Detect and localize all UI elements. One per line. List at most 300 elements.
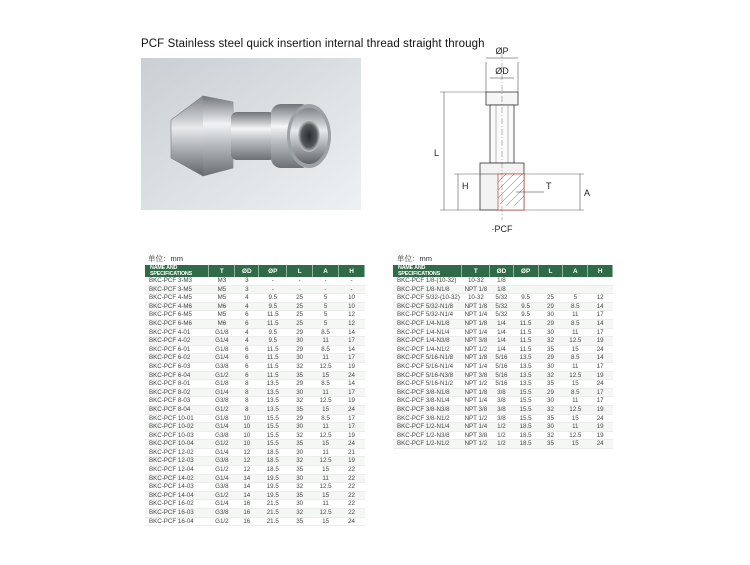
spec-value-cell: 5/32	[490, 302, 513, 311]
spec-value-cell: 1/2	[490, 440, 513, 449]
spec-value-cell: 12.5	[313, 397, 339, 406]
table-row	[393, 277, 613, 285]
spec-value-cell: 11.5	[259, 371, 287, 380]
spec-value-cell: 8.5	[563, 302, 588, 311]
spec-value-cell: 13.5	[513, 354, 538, 363]
spec-value-cell: 12	[235, 457, 259, 466]
column-header: A	[313, 265, 339, 277]
spec-value-cell: NPT 1/2	[462, 380, 490, 389]
spec-value-cell: 12.5	[313, 509, 339, 518]
spec-name-cell: BKC-PCF 3/8-N1/8	[393, 388, 462, 397]
spec-value-cell: 11.5	[259, 354, 287, 363]
table-row	[393, 380, 613, 389]
spec-value-cell: 22	[339, 474, 365, 483]
spec-value-cell: -	[259, 285, 287, 294]
spec-value-cell: 8.5	[313, 414, 339, 423]
spec-name-cell: BKC-PCF 5/16-N1/4	[393, 362, 462, 371]
spec-value-cell: 10	[235, 431, 259, 440]
spec-value-cell: G1/8	[209, 414, 235, 423]
spec-value-cell: 8.5	[313, 345, 339, 354]
table-row	[393, 397, 613, 406]
spec-value-cell: 11	[313, 388, 339, 397]
column-header: L	[287, 265, 313, 277]
spec-value-cell: NPT 1/2	[462, 345, 490, 354]
spec-value-cell: NPT 1/8	[462, 319, 490, 328]
spec-value-cell: 16	[235, 517, 259, 526]
spec-value-cell: 14	[339, 380, 365, 389]
spec-value-cell: 9.5	[513, 302, 538, 311]
spec-value-cell: 14	[588, 319, 613, 328]
spec-value-cell: 15	[313, 440, 339, 449]
spec-name-cell: BKC-PCF 6-01	[145, 345, 209, 354]
spec-value-cell: 14	[235, 483, 259, 492]
spec-value-cell: 10	[339, 294, 365, 303]
spec-value-cell: 10	[235, 440, 259, 449]
spec-value-cell: 11	[313, 500, 339, 509]
column-header: T	[462, 265, 490, 277]
spec-value-cell: NPT 1/4	[462, 328, 490, 337]
spec-value-cell: NPT 3/8	[462, 431, 490, 440]
spec-value-cell: 15	[563, 414, 588, 423]
spec-value-cell: 12	[235, 466, 259, 475]
spec-value-cell: 15.5	[513, 405, 538, 414]
spec-value-cell: 3	[235, 277, 259, 285]
table-row	[145, 423, 365, 432]
table-row	[393, 319, 613, 328]
spec-value-cell: 18.5	[513, 431, 538, 440]
spec-name-cell: BKC-PCF 1/2-N3/8	[393, 431, 462, 440]
spec-value-cell: 29	[287, 414, 313, 423]
spec-value-cell: 12.5	[563, 405, 588, 414]
spec-value-cell: 1/4	[490, 345, 513, 354]
spec-value-cell: 30	[538, 311, 563, 320]
spec-value-cell: 3/8	[490, 397, 513, 406]
table-row	[393, 371, 613, 380]
spec-value-cell: 35	[287, 371, 313, 380]
spec-value-cell: 8.5	[563, 319, 588, 328]
spec-value-cell: 12.5	[563, 371, 588, 380]
column-header: ØD	[235, 265, 259, 277]
spec-name-cell: BKC-PCF 8-02	[145, 388, 209, 397]
table-row	[393, 423, 613, 432]
spec-value-cell: 19	[588, 371, 613, 380]
spec-value-cell: 12	[339, 311, 365, 320]
spec-value-cell: 19.5	[259, 483, 287, 492]
spec-value-cell: 6	[235, 319, 259, 328]
spec-value-cell: 12.5	[313, 362, 339, 371]
spec-value-cell: NPT 1/4	[462, 311, 490, 320]
spec-value-cell: -	[259, 277, 287, 285]
spec-value-cell: 17	[588, 388, 613, 397]
spec-value-cell: 8.5	[313, 328, 339, 337]
spec-value-cell: 15	[313, 517, 339, 526]
spec-value-cell: 35	[538, 345, 563, 354]
spec-value-cell: G3/8	[209, 362, 235, 371]
spec-name-cell: BKC-PCF 16-03	[145, 509, 209, 518]
spec-value-cell: G3/8	[209, 509, 235, 518]
spec-value-cell	[538, 277, 563, 285]
spec-value-cell: 15	[313, 466, 339, 475]
spec-value-cell: G3/8	[209, 397, 235, 406]
spec-value-cell: 11.5	[259, 319, 287, 328]
table-row	[145, 388, 365, 397]
spec-value-cell: 6	[235, 311, 259, 320]
spec-value-cell: 32	[287, 483, 313, 492]
spec-value-cell: 17	[339, 354, 365, 363]
spec-value-cell: 4	[235, 328, 259, 337]
spec-value-cell	[563, 277, 588, 285]
right-unit-label: 单位：mm	[397, 254, 432, 263]
spec-value-cell: G1/8	[209, 328, 235, 337]
spec-value-cell	[513, 285, 538, 294]
spec-value-cell: 19.5	[259, 491, 287, 500]
spec-value-cell: NPT 1/2	[462, 414, 490, 423]
spec-value-cell: 15.5	[259, 423, 287, 432]
spec-value-cell: 24	[339, 517, 365, 526]
page-title: PCF Stainless steel quick insertion internal thread straight through	[141, 38, 485, 50]
a-label: A	[584, 188, 591, 198]
spec-value-cell: 30	[287, 500, 313, 509]
spec-value-cell: 19.5	[259, 474, 287, 483]
spec-value-cell: NPT 3/8	[462, 371, 490, 380]
spec-value-cell: 17	[339, 414, 365, 423]
spec-value-cell: 5/16	[490, 354, 513, 363]
spec-value-cell: 35	[538, 414, 563, 423]
spec-value-cell: 21.5	[259, 517, 287, 526]
spec-value-cell	[538, 285, 563, 294]
spec-value-cell: 11	[563, 397, 588, 406]
spec-value-cell: 16	[235, 500, 259, 509]
spec-value-cell: 10	[339, 302, 365, 311]
table-row	[145, 277, 365, 285]
spec-value-cell: G1/2	[209, 440, 235, 449]
spec-name-cell: BKC-PCF 5/16-N1/2	[393, 380, 462, 389]
spec-value-cell: 24	[339, 405, 365, 414]
spec-value-cell: G1/4	[209, 354, 235, 363]
spec-value-cell: 8	[235, 397, 259, 406]
spec-value-cell: 1/4	[490, 319, 513, 328]
spec-value-cell: NPT 1/4	[462, 362, 490, 371]
spec-value-cell: 32	[287, 457, 313, 466]
spec-value-cell: M5	[209, 285, 235, 294]
spec-name-cell: BKC-PCF 8-04	[145, 405, 209, 414]
spec-value-cell: 5/32	[490, 294, 513, 303]
spec-value-cell: NPT 1/8	[462, 354, 490, 363]
table-row	[145, 500, 365, 509]
spec-name-cell: BKC-PCF 10-02	[145, 423, 209, 432]
spec-value-cell: 5/16	[490, 371, 513, 380]
spec-value-cell: 19	[339, 431, 365, 440]
spec-value-cell: 11.5	[513, 345, 538, 354]
spec-value-cell: 21	[339, 448, 365, 457]
table-row	[145, 302, 365, 311]
table-row	[145, 414, 365, 423]
spec-name-cell: BKC-PCF 6-M5	[145, 311, 209, 320]
spec-value-cell: G3/8	[209, 431, 235, 440]
spec-value-cell: 35	[538, 440, 563, 449]
spec-value-cell: NPT 3/8	[462, 337, 490, 346]
spec-value-cell: G3/8	[209, 483, 235, 492]
spec-value-cell: 30	[538, 423, 563, 432]
spec-value-cell: 9.5	[513, 311, 538, 320]
spec-name-cell: BKC-PCF 12-02	[145, 448, 209, 457]
spec-value-cell: 11	[563, 311, 588, 320]
spec-value-cell: M6	[209, 319, 235, 328]
spec-name-cell: BKC-PCF 1/2-N1/4	[393, 423, 462, 432]
spec-value-cell: G1/4	[209, 500, 235, 509]
spec-value-cell: 11.5	[259, 362, 287, 371]
spec-value-cell: 13.5	[259, 380, 287, 389]
spec-value-cell: 32	[538, 405, 563, 414]
spec-value-cell	[588, 285, 613, 294]
spec-value-cell: 18.5	[513, 423, 538, 432]
table-row	[145, 319, 365, 328]
spec-value-cell: 24	[588, 380, 613, 389]
spec-name-cell: BKC-PCF 10-01	[145, 414, 209, 423]
table-row	[145, 474, 365, 483]
spec-value-cell: 17	[339, 337, 365, 346]
spec-value-cell: NPT 1/8	[462, 388, 490, 397]
table-row	[145, 337, 365, 346]
spec-value-cell: 9.5	[259, 337, 287, 346]
column-header: NAME AND SPECIFICATIONS	[393, 265, 462, 277]
spec-value-cell	[513, 277, 538, 285]
table-row	[145, 431, 365, 440]
spec-value-cell: -	[339, 285, 365, 294]
spec-value-cell: -	[339, 277, 365, 285]
spec-value-cell: 24	[588, 345, 613, 354]
spec-value-cell: 12.5	[313, 483, 339, 492]
spec-value-cell: 25	[287, 294, 313, 303]
spec-value-cell: 29	[287, 380, 313, 389]
spec-value-cell	[588, 277, 613, 285]
spec-value-cell: M5	[209, 294, 235, 303]
spec-name-cell: BKC-PCF 8-03	[145, 397, 209, 406]
spec-value-cell: 35	[287, 405, 313, 414]
spec-value-cell: 17	[588, 328, 613, 337]
spec-value-cell: 19	[339, 397, 365, 406]
spec-value-cell: -	[287, 277, 313, 285]
spec-value-cell: 11.5	[513, 337, 538, 346]
spec-value-cell: 17	[339, 388, 365, 397]
spec-name-cell: BKC-PCF 3/8-N3/8	[393, 405, 462, 414]
spec-name-cell: BKC-PCF 4-M6	[145, 302, 209, 311]
column-header: A	[563, 265, 588, 277]
spec-value-cell: 10-32	[462, 294, 490, 303]
spec-value-cell: G1/2	[209, 405, 235, 414]
spec-name-cell: BKC-PCF 6-03	[145, 362, 209, 371]
spec-name-cell: BKC-PCF 10-03	[145, 431, 209, 440]
spec-value-cell: 14	[588, 354, 613, 363]
left-unit-label: 单位：mm	[148, 254, 183, 263]
spec-value-cell: 15.5	[513, 414, 538, 423]
spec-name-cell: BKC-PCF 12-03	[145, 457, 209, 466]
product-photo	[141, 58, 361, 210]
spec-name-cell: BKC-PCF 1/4-N1/8	[393, 319, 462, 328]
spec-value-cell: 4	[235, 337, 259, 346]
spec-value-cell: 14	[339, 345, 365, 354]
spec-value-cell: 13.5	[513, 371, 538, 380]
spec-value-cell: 18.5	[259, 448, 287, 457]
spec-value-cell: 11.5	[513, 319, 538, 328]
table-row	[145, 328, 365, 337]
spec-value-cell: 32	[287, 362, 313, 371]
spec-value-cell: 22	[339, 509, 365, 518]
spec-name-cell: BKC-PCF 5/16-N3/8	[393, 371, 462, 380]
spec-value-cell: 30	[287, 337, 313, 346]
spec-value-cell: -	[313, 285, 339, 294]
left-table-header	[145, 265, 365, 277]
spec-value-cell: G1/2	[209, 491, 235, 500]
table-row	[145, 517, 365, 526]
spec-value-cell: G1/2	[209, 466, 235, 475]
spec-value-cell: 8.5	[313, 380, 339, 389]
spec-name-cell: BKC-PCF 14-02	[145, 474, 209, 483]
l-label: L	[434, 148, 440, 158]
spec-value-cell: NPT 1/4	[462, 423, 490, 432]
spec-value-cell: 22	[339, 491, 365, 500]
spec-value-cell: 32	[287, 431, 313, 440]
spec-value-cell: 10-32	[462, 277, 490, 285]
spec-value-cell: 15	[313, 405, 339, 414]
spec-value-cell: 15.5	[259, 440, 287, 449]
spec-value-cell: 25	[287, 319, 313, 328]
spec-value-cell: 15.5	[513, 397, 538, 406]
spec-name-cell: BKC-PCF 1/8-(10-32)	[393, 277, 462, 285]
spec-value-cell: 13.5	[259, 405, 287, 414]
spec-value-cell: 32	[287, 509, 313, 518]
spec-value-cell: 19	[588, 337, 613, 346]
spec-value-cell: 21.5	[259, 509, 287, 518]
h-label: H	[462, 181, 469, 191]
spec-name-cell: BKC-PCF 1/2-N1/2	[393, 440, 462, 449]
spec-value-cell: 24	[339, 440, 365, 449]
spec-value-cell: 9.5	[259, 328, 287, 337]
dimension-drawing	[418, 42, 608, 234]
spec-value-cell: G1/4	[209, 423, 235, 432]
spec-name-cell: BKC-PCF 4-02	[145, 337, 209, 346]
spec-value-cell: 29	[287, 345, 313, 354]
spec-value-cell: NPT 1/2	[462, 440, 490, 449]
table-row	[145, 448, 365, 457]
spec-value-cell: 18.5	[259, 466, 287, 475]
table-row	[393, 431, 613, 440]
spec-value-cell: 21.5	[259, 500, 287, 509]
spec-name-cell: BKC-PCF 5/32-N1/4	[393, 311, 462, 320]
spec-value-cell: NPT 1/8	[462, 302, 490, 311]
spec-value-cell: 5	[313, 302, 339, 311]
spec-value-cell: 6	[235, 354, 259, 363]
spec-value-cell: 11	[313, 448, 339, 457]
spec-name-cell: BKC-PCF 16-02	[145, 500, 209, 509]
table-row	[393, 302, 613, 311]
spec-value-cell: NPT 3/8	[462, 405, 490, 414]
spec-value-cell: 19	[339, 457, 365, 466]
spec-value-cell: 30	[538, 362, 563, 371]
spec-value-cell: 17	[588, 311, 613, 320]
phi-d-label: ØD	[495, 66, 509, 76]
spec-value-cell: 15.5	[259, 414, 287, 423]
spec-value-cell: 10	[235, 423, 259, 432]
table-row	[145, 362, 365, 371]
spec-value-cell: 9.5	[259, 302, 287, 311]
spec-value-cell: 11	[313, 474, 339, 483]
spec-value-cell: G1/4	[209, 388, 235, 397]
spec-name-cell: BKC-PCF 5/16-N1/8	[393, 354, 462, 363]
spec-value-cell: 8.5	[563, 388, 588, 397]
spec-value-cell: 1/2	[490, 423, 513, 432]
table-row	[145, 483, 365, 492]
model-label: ·PCF	[491, 224, 513, 234]
spec-value-cell: M5	[209, 311, 235, 320]
spec-value-cell: M3	[209, 277, 235, 285]
table-row	[145, 405, 365, 414]
spec-value-cell: 19	[588, 405, 613, 414]
spec-value-cell: G1/8	[209, 345, 235, 354]
spec-value-cell: 13.5	[259, 397, 287, 406]
table-row	[393, 440, 613, 449]
spec-value-cell: NPT 1/8	[462, 285, 490, 294]
spec-value-cell: 9.5	[513, 294, 538, 303]
table-row	[145, 294, 365, 303]
spec-value-cell: 11	[563, 362, 588, 371]
spec-value-cell: 15	[563, 380, 588, 389]
table-row	[393, 388, 613, 397]
spec-value-cell: 24	[588, 440, 613, 449]
spec-value-cell: 11.5	[513, 328, 538, 337]
spec-value-cell: 11	[313, 337, 339, 346]
spec-value-cell: 3/8	[490, 388, 513, 397]
spec-value-cell: 17	[588, 397, 613, 406]
spec-name-cell: BKC-PCF 3-M5	[145, 285, 209, 294]
right-spec-table	[393, 265, 613, 449]
t-label: T	[546, 181, 552, 191]
spec-value-cell: M6	[209, 302, 235, 311]
spec-value-cell: 14	[339, 328, 365, 337]
table-row	[145, 466, 365, 475]
table-row	[393, 354, 613, 363]
spec-value-cell: 16	[235, 509, 259, 518]
spec-value-cell: G3/8	[209, 457, 235, 466]
spec-value-cell: 29	[538, 354, 563, 363]
spec-value-cell: 6	[235, 371, 259, 380]
table-row	[145, 345, 365, 354]
spec-value-cell: 5	[563, 294, 588, 303]
spec-value-cell: 25	[287, 311, 313, 320]
spec-value-cell: 29	[287, 328, 313, 337]
spec-name-cell: BKC-PCF 5/32-N1/8	[393, 302, 462, 311]
spec-name-cell: BKC-PCF 12-04	[145, 466, 209, 475]
spec-value-cell: 13.5	[513, 362, 538, 371]
table-row	[145, 440, 365, 449]
spec-value-cell: 11	[563, 328, 588, 337]
spec-name-cell: BKC-PCF 10-04	[145, 440, 209, 449]
table-row	[145, 380, 365, 389]
spec-value-cell: 15	[313, 371, 339, 380]
spec-value-cell: 5	[313, 319, 339, 328]
spec-value-cell: 12	[339, 319, 365, 328]
spec-name-cell: BKC-PCF 14-04	[145, 491, 209, 500]
spec-name-cell: BKC-PCF 8-01	[145, 380, 209, 389]
column-header: H	[588, 265, 613, 277]
spec-value-cell: 15	[313, 491, 339, 500]
spec-value-cell: G1/4	[209, 448, 235, 457]
spec-value-cell: 5	[313, 311, 339, 320]
spec-value-cell: 19	[339, 362, 365, 371]
table-row	[393, 345, 613, 354]
spec-value-cell: 13.5	[259, 388, 287, 397]
spec-value-cell: 17	[339, 423, 365, 432]
